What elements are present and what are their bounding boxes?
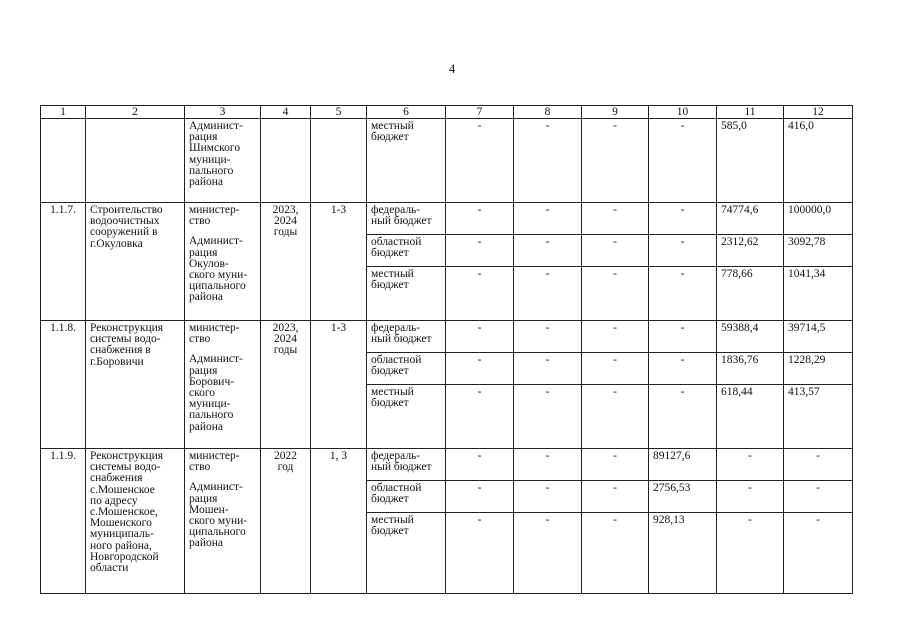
- cell-targets: [311, 119, 367, 203]
- header-col-2: 2: [86, 106, 185, 119]
- targets: 1-3: [311, 321, 367, 449]
- targets: 1-3: [311, 203, 367, 321]
- cell-c12: 413,57: [784, 385, 853, 449]
- cell-c11: 59388,4: [717, 321, 784, 353]
- cell-c9: -: [582, 513, 649, 594]
- executor: [185, 321, 261, 449]
- funding-source: местный бюджет: [367, 385, 446, 449]
- cell-c10: 89127,6: [649, 449, 717, 481]
- cell-c8: -: [514, 449, 582, 481]
- cell-years: [261, 119, 311, 203]
- cell-num: [41, 119, 86, 203]
- cell-c11: 1836,76: [717, 353, 784, 385]
- cell-c7: -: [446, 353, 514, 385]
- row-number: 1.1.9.: [41, 449, 86, 594]
- cell-c11: 2312,62: [717, 235, 784, 267]
- funding-source: местный бюджет: [367, 513, 446, 594]
- cell-c7: -: [446, 267, 514, 321]
- header-col-11: 11: [717, 106, 784, 119]
- funding-source: областной бюджет: [367, 353, 446, 385]
- executor-administration: Админист- рация Окулов- ского муни- ципального района: [189, 235, 248, 304]
- header-col-4: 4: [261, 106, 311, 119]
- cell-c9: -: [582, 385, 649, 449]
- cell-c10: -: [649, 353, 717, 385]
- cell-c11: 618,44: [717, 385, 784, 449]
- cell-c10: -: [649, 203, 717, 235]
- cell-c12: 3092,78: [784, 235, 853, 267]
- executor-administration: Админист- рация Борович- ского муници- пального района: [189, 353, 243, 433]
- cell-c7: -: [446, 385, 514, 449]
- executor-administration: Админист- рация Мошен- ского муни- ципального района: [189, 481, 248, 550]
- cell-c12: -: [784, 481, 853, 513]
- executor: [185, 203, 261, 321]
- cell-c10: -: [649, 385, 717, 449]
- header-row: [41, 106, 853, 119]
- header-col-7: 7: [446, 106, 514, 119]
- cell-c9: -: [582, 267, 649, 321]
- cell-c12: -: [784, 449, 853, 481]
- object-name: Реконструкция системы водо- снабжения в г.Боровичи: [86, 321, 185, 449]
- page-number: 4: [448, 61, 456, 76]
- cell-c12: 1041,34: [784, 267, 853, 321]
- cell-c7: -: [446, 321, 514, 353]
- cell-c7: -: [446, 481, 514, 513]
- cell-c10: 2756,53: [649, 481, 717, 513]
- cell-c12: 416,0: [784, 119, 853, 203]
- header-col-6: 6: [367, 106, 446, 119]
- funding-source: областной бюджет: [367, 235, 446, 267]
- executor-ministry: министер- ство: [189, 450, 240, 474]
- cell-c8: -: [514, 513, 582, 594]
- cell-c7: -: [446, 203, 514, 235]
- cell-c11: 585,0: [717, 119, 784, 203]
- row-number: 1.1.7.: [41, 203, 86, 321]
- header-col-5: 5: [311, 106, 367, 119]
- cell-name: [86, 119, 185, 203]
- cell-c10: -: [649, 119, 717, 203]
- cell-c9: -: [582, 449, 649, 481]
- funding-source: местный бюджет: [367, 267, 446, 321]
- cell-source: местный бюджет: [367, 119, 446, 203]
- continuation-row: [41, 119, 853, 203]
- cell-c11: -: [717, 513, 784, 594]
- cell-c8: -: [514, 353, 582, 385]
- cell-c11: -: [717, 481, 784, 513]
- cell-c11: 74774,6: [717, 203, 784, 235]
- years: 2022 год: [261, 449, 311, 594]
- cell-c12: 1228,29: [784, 353, 853, 385]
- header-col-3: 3: [185, 106, 261, 119]
- years: 2023, 2024 годы: [261, 321, 311, 449]
- funding-source: федераль- ный бюджет: [367, 449, 446, 481]
- header-col-1: 1: [41, 106, 86, 119]
- header-col-12: 12: [784, 106, 853, 119]
- executor: [185, 449, 261, 594]
- cell-c9: -: [582, 235, 649, 267]
- cell-c9: -: [582, 119, 649, 203]
- cell-c11: -: [717, 449, 784, 481]
- targets: 1, 3: [311, 449, 367, 594]
- header-col-9: 9: [582, 106, 649, 119]
- executor-ministry: министер- ство: [189, 322, 240, 346]
- cell-executor: Админист- рация Шимского муници- пального района: [185, 119, 261, 203]
- object-name: Реконструкция системы водо- снабжения с.Мошенское по адресу с.Мошенское, Мошенского муниципаль- ного района, Новгородской области: [86, 449, 185, 594]
- cell-c10: 928,13: [649, 513, 717, 594]
- funding-source: областной бюджет: [367, 481, 446, 513]
- cell-c9: -: [582, 203, 649, 235]
- table-row: [41, 449, 853, 481]
- cell-c9: -: [582, 321, 649, 353]
- cell-c12: 100000,0: [784, 203, 853, 235]
- cell-c7: -: [446, 235, 514, 267]
- cell-c7: -: [446, 513, 514, 594]
- cell-c10: -: [649, 267, 717, 321]
- cell-c9: -: [582, 481, 649, 513]
- cell-c8: -: [514, 385, 582, 449]
- cell-c11: 778,66: [717, 267, 784, 321]
- cell-c8: -: [514, 235, 582, 267]
- funding-source: федераль- ный бюджет: [367, 321, 446, 353]
- object-name: Строительство водоочистных сооружений в г.Окуловка: [86, 203, 185, 321]
- header-col-8: 8: [514, 106, 582, 119]
- header-col-10: 10: [649, 106, 717, 119]
- years: 2023, 2024 годы: [261, 203, 311, 321]
- executor-ministry: министер- ство: [189, 204, 240, 228]
- cell-c10: -: [649, 321, 717, 353]
- cell-c8: -: [514, 321, 582, 353]
- funding-source: федераль- ный бюджет: [367, 203, 446, 235]
- cell-c8: -: [514, 119, 582, 203]
- cell-c9: -: [582, 353, 649, 385]
- cell-c8: -: [514, 203, 582, 235]
- cell-c12: -: [784, 513, 853, 594]
- cell-c10: -: [649, 235, 717, 267]
- cell-c8: -: [514, 267, 582, 321]
- table-row: [41, 321, 853, 353]
- row-number: 1.1.8.: [41, 321, 86, 449]
- budget-table: [40, 105, 853, 594]
- cell-c8: -: [514, 481, 582, 513]
- cell-c12: 39714,5: [784, 321, 853, 353]
- table-row: [41, 203, 853, 235]
- cell-c7: -: [446, 119, 514, 203]
- cell-c7: -: [446, 449, 514, 481]
